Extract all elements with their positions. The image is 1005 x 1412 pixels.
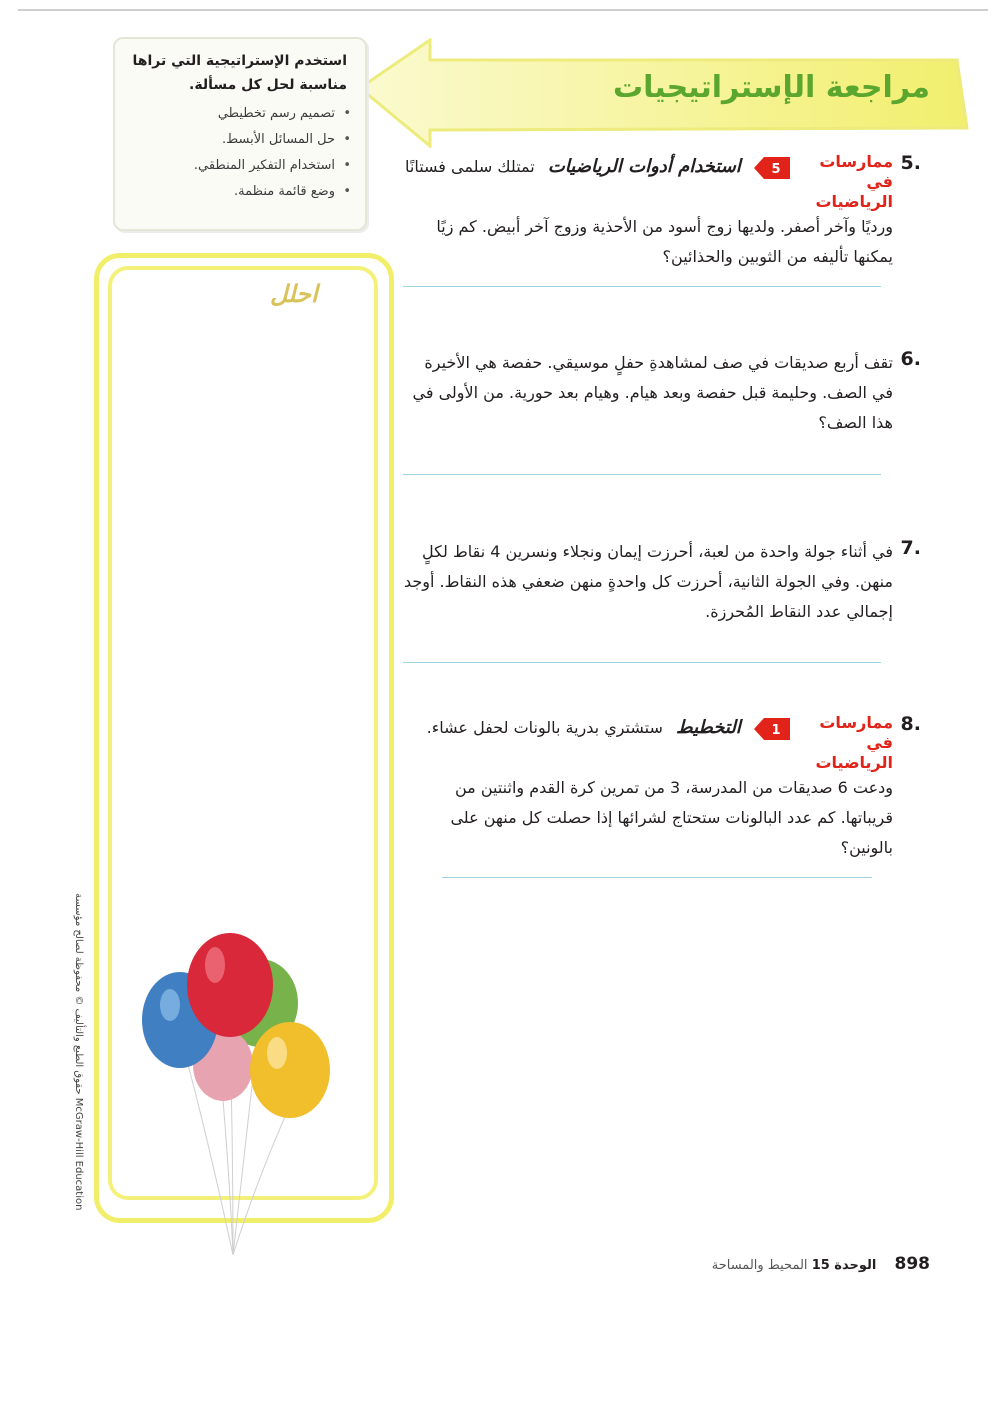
strategy-item: • حل المسائل الأبسط.: [123, 127, 335, 153]
svg-text:5: 5: [771, 162, 781, 177]
strategy-list: [115, 101, 365, 205]
chapter-label: المحيط والمساحة: [711, 1258, 808, 1273]
problem-6: [403, 348, 921, 438]
practice-badge-icon: [754, 717, 792, 741]
problem-number: 7.: [900, 537, 921, 559]
answer-line[interactable]: [403, 662, 881, 663]
strategy-note: [113, 37, 367, 231]
balloons-illustration: [135, 925, 340, 1265]
top-rule: [18, 9, 988, 11]
practice-badge-icon: [754, 156, 792, 180]
math-practice-label: ممارسات في الرياضيات: [815, 713, 893, 772]
problem-number: 5.: [900, 152, 921, 174]
problem-5: [403, 152, 921, 272]
page-footer: [712, 1254, 930, 1274]
svg-text:1: 1: [771, 723, 781, 738]
problem-7: [403, 537, 921, 627]
strategy-item: • تصميم رسم تخطيطي: [123, 101, 335, 127]
answer-line[interactable]: [442, 877, 872, 878]
problem-number: 6.: [900, 348, 921, 370]
skill-label: استخدام أدوات الرياضيات: [547, 156, 741, 177]
answer-line[interactable]: [403, 474, 881, 475]
problem-text: ستشتري بدرية بالونات لحفل عشاء. ودعت 6 صديقات من المدرسة، 3 من تمرين كرة القدم واثنتين من قريباتها. كم عدد البالونات ستحتاج لشرائها إذا حصلت كل منهن على بالونين؟: [426, 718, 893, 857]
strategy-item: • استخدام التفكير المنطقي.: [123, 153, 335, 179]
scratch-label: احلل: [270, 280, 318, 308]
math-practice-label: ممارسات في الرياضيات: [815, 152, 893, 211]
publisher-credit: حقوق الطبع والتأليف © محفوظة لصالح مؤسسة McGraw-Hill Education: [73, 893, 84, 1211]
answer-line[interactable]: [403, 286, 881, 287]
problem-number: 8.: [900, 713, 921, 735]
problem-text: تمتلك سلمى فستانًا ورديًا وآخر أصفر. ولديها زوج أسود من الأحذية وزوج آخر أبيض. كم زيًا يمكنها تأليفه من الثوبين والحذائين؟: [405, 157, 893, 266]
unit-label: الوحدة 15: [811, 1258, 877, 1273]
skill-label: التخطيط: [675, 717, 741, 738]
page-title: مراجعة الإستراتيجيات: [612, 70, 930, 105]
problem-text: في أثناء جولة واحدة من لعبة، أحرزت إيمان ونجلاء ونسرين 4 نقاط لكلٍ منهن. وفي الجولة الثانية، أحرزت كل واحدةٍ منهن ضعفي هذه النقاط. أوجد إجمالي عدد النقاط المُحرزة.: [403, 542, 893, 621]
problem-text: تقف أربع صديقات في صف لمشاهدةِ حفلٍ موسيقي. حفصة هي الأخيرة في الصف. وحليمة قبل حفصة وبعد هيام. وهيام بعد حورية. من الأولى في هذا الصف؟: [412, 353, 893, 432]
page-number: 898: [894, 1254, 930, 1274]
problem-8: [403, 713, 921, 863]
note-heading: استخدم الإستراتيجية التي تراها مناسبة لحل كل مسألة.: [132, 53, 347, 93]
strategy-item: • وضع قائمة منظمة.: [123, 179, 335, 205]
